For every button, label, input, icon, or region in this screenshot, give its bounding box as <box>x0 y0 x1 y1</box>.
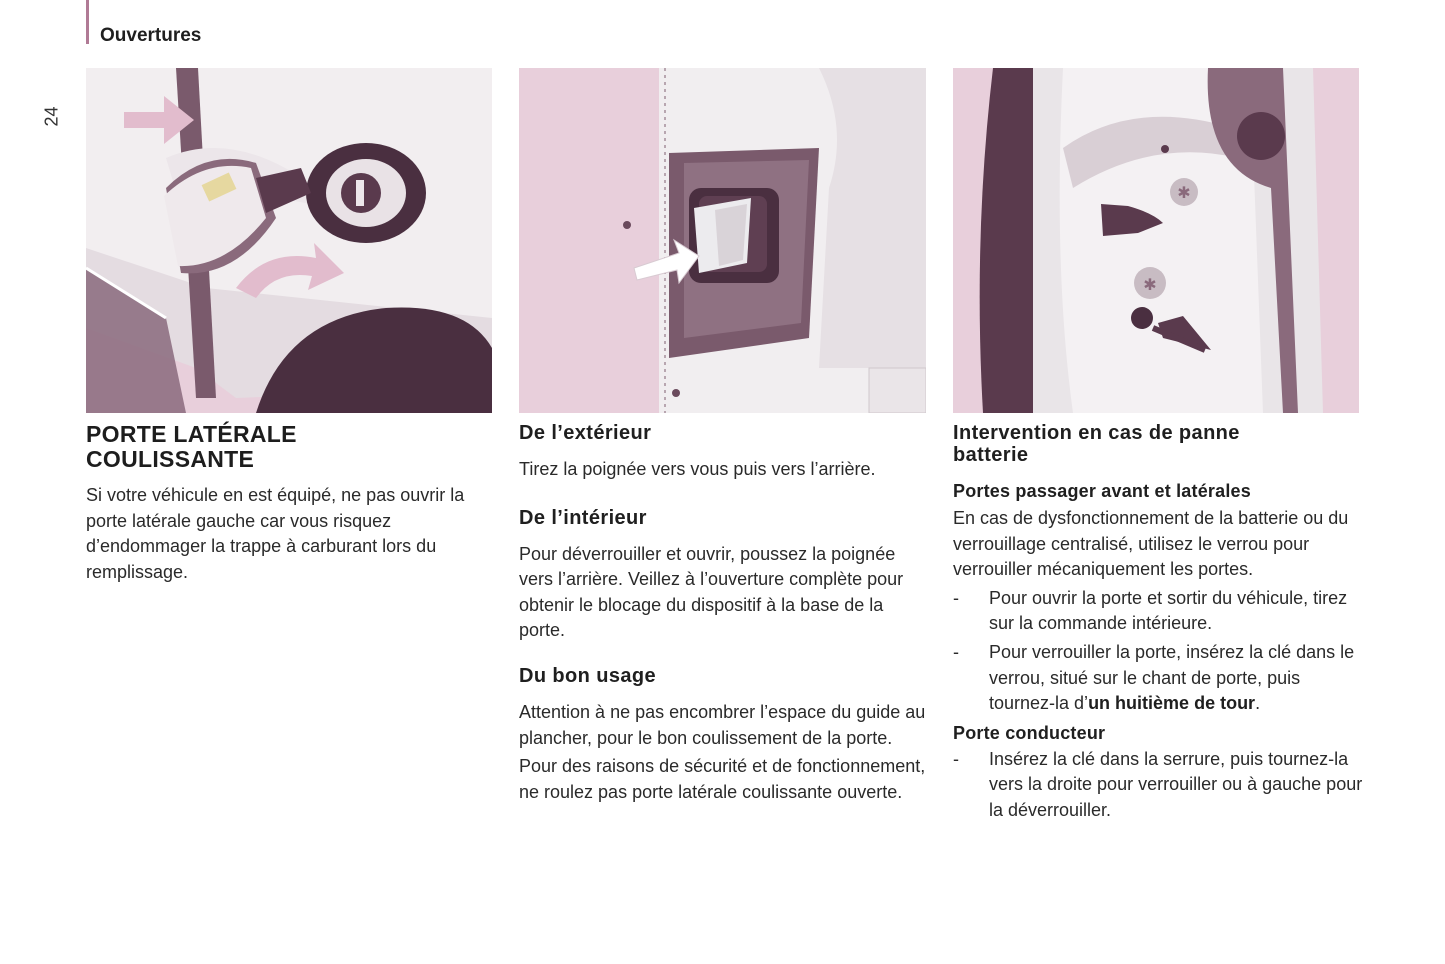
list-dash: - <box>953 587 959 608</box>
list-item-text: Insérez la clé dans la serrure, puis tournez-la vers la droite pour verrouiller ou à gauche pour la déverrouiller. <box>989 748 1363 820</box>
header-accent-bar <box>86 0 89 44</box>
exterior-heading: De l’extérieur <box>519 422 652 444</box>
battery-heading-line2: batterie <box>953 444 1029 466</box>
exterior-handle-illustration <box>519 68 926 413</box>
exterior-text: Tirez la poignée vers vous puis vers l’arrière. <box>519 459 876 479</box>
list-item-text: Pour ouvrir la porte et sortir du véhicule, tirez sur la commande intérieure. <box>989 587 1348 634</box>
list-item-text: Pour verrouiller la porte, insérez la clé dans le verrou, situé sur le chant de porte, puis tournez-la d’ <box>989 641 1355 714</box>
column-opening-instructions <box>519 422 929 805</box>
list-item <box>953 586 1363 637</box>
list-dash: - <box>953 748 959 769</box>
section-title: Ouvertures <box>100 25 202 46</box>
battery-heading-line1: Intervention en cas de panne <box>953 422 1240 444</box>
main-heading-line1: PORTE LATÉRALE <box>86 421 297 447</box>
interior-text: Pour déverrouiller et ouvrir, poussez la poignée vers l’arrière. Veillez à l’ouverture complète pour obtenir le blocage du dispositif à la base de la porte. <box>519 543 904 641</box>
list-dash: - <box>953 641 959 662</box>
usage-text-1: Attention à ne pas encombrer l’espace du guide au plancher, pour le bon coulissement de la porte. <box>519 701 926 748</box>
svg-text:✱: ✱ <box>1177 183 1191 202</box>
svg-text:✱: ✱ <box>1143 275 1157 294</box>
driver-door-heading: Porte conducteur <box>953 722 1106 743</box>
page-number: 24 <box>41 106 62 127</box>
main-heading <box>86 422 496 472</box>
battery-heading <box>953 422 1363 466</box>
list-item-emphasis: un huitième de tour <box>1088 693 1256 714</box>
column-sliding-door <box>86 422 496 585</box>
passenger-doors-heading: Portes passager avant et latérales <box>953 481 1251 501</box>
column-battery-failure <box>953 422 1363 824</box>
passenger-doors-text: En cas de dysfonctionnement de la batterie ou du verrouillage centralisé, utilisez le verrou pour verrouiller mécaniquement les portes. <box>953 508 1349 580</box>
usage-text-2: Pour des raisons de sécurité et de fonctionnement, ne roulez pas porte latérale coulissante ouverte. <box>519 756 926 802</box>
list-item-end: . <box>1255 693 1261 714</box>
list-item <box>953 747 1363 824</box>
sliding-door-warning: Si votre véhicule en est équipé, ne pas ouvrir la porte latérale gauche car vous risquez d’endommager la trappe à carburant lors du remplissage. <box>86 485 465 582</box>
main-heading-line2: COULISSANTE <box>86 446 255 472</box>
interior-heading: De l’intérieur <box>519 506 647 529</box>
door-lock-illustration <box>953 68 1359 413</box>
fuel-flap-illustration <box>86 68 492 413</box>
usage-heading: Du bon usage <box>519 664 657 687</box>
list-item <box>953 640 1363 717</box>
